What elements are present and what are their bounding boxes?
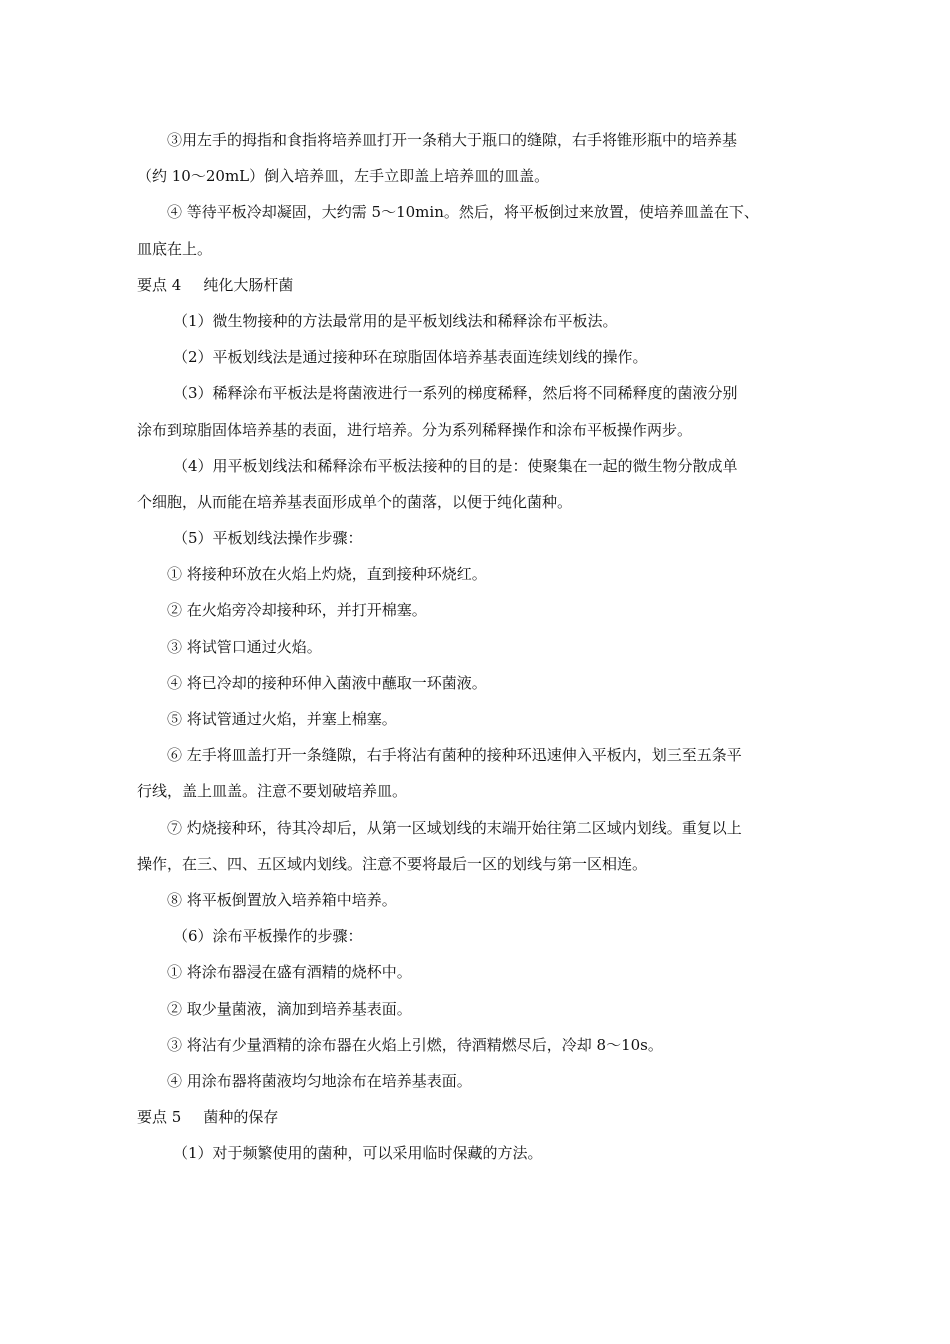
list-item: ④ 将已冷却的接种环伸入菌液中蘸取一环菌液。 <box>167 673 487 692</box>
paragraph-line: （2）平板划线法是通过接种环在琼脂固体培养基表面连续划线的操作。 <box>173 348 648 367</box>
paragraph-line: 行线，盖上皿盖。注意不要划破培养皿。 <box>137 782 408 801</box>
document-body <box>137 122 817 1171</box>
list-item: ⑥ 左手将皿盖打开一条缝隙，右手将沾有菌种的接种环迅速伸入平板内，划三至五条平 <box>167 746 742 765</box>
list-item: ① 将接种环放在火焰上灼烧，直到接种环烧红。 <box>167 565 487 584</box>
paragraph-line: 皿底在上。 <box>137 239 213 258</box>
paragraph-line: （约 10～20mL）倒入培养皿，左手立即盖上培养皿的皿盖。 <box>137 167 550 186</box>
list-item: ③ 将沾有少量酒精的涂布器在火焰上引燃，待酒精燃尽后，冷却 8～10s。 <box>167 1035 663 1054</box>
list-item: ⑧ 将平板倒置放入培养箱中培养。 <box>167 890 397 909</box>
paragraph-line: 涂布到琼脂固体培养基的表面，进行培养。分为系列稀释操作和涂布平板操作两步。 <box>137 420 693 439</box>
paragraph-line: ④ 等待平板冷却凝固，大约需 5～10min。然后，将平板倒过来放置，使培养皿盖在下、 <box>167 203 759 222</box>
list-item: ① 将涂布器浸在盛有酒精的烧杯中。 <box>167 963 412 982</box>
paragraph-line: ③用左手的拇指和食指将培养皿打开一条稍大于瓶口的缝隙，右手将锥形瓶中的培养基 <box>167 131 738 149</box>
paragraph-line: （3）稀释涂布平板法是将菌液进行一系列的梯度稀释，然后将不同稀释度的菌液分别 <box>173 384 738 403</box>
list-item: ② 取少量菌液，滴加到培养基表面。 <box>167 999 412 1018</box>
list-item: ② 在火焰旁冷却接种环，并打开棉塞。 <box>167 601 427 620</box>
section-title: 纯化大肠杆菌 <box>203 275 294 294</box>
section-number: 要点 4 <box>137 275 182 294</box>
paragraph-line: （6）涂布平板操作的步骤： <box>173 927 363 946</box>
section-title: 菌种的保存 <box>203 1108 279 1127</box>
paragraph-line: （4）用平板划线法和稀释涂布平板法接种的目的是：使聚集在一起的微生物分散成单 <box>173 456 738 475</box>
paragraph-line: （1）微生物接种的方法最常用的是平板划线法和稀释涂布平板法。 <box>173 311 618 330</box>
paragraph-line: （5）平板划线法操作步骤： <box>173 529 363 548</box>
list-item: ③ 将试管口通过火焰。 <box>167 637 322 656</box>
paragraph-line: （1）对于频繁使用的菌种，可以采用临时保藏的方法。 <box>173 1144 543 1163</box>
section-heading <box>137 267 817 303</box>
section-number: 要点 5 <box>137 1108 182 1127</box>
paragraph-line: 操作，在三、四、五区域内划线。注意不要将最后一区的划线与第一区相连。 <box>137 854 648 873</box>
section-heading <box>137 1099 817 1135</box>
paragraph-line: 个细胞，从而能在培养基表面形成单个的菌落，以便于纯化菌种。 <box>137 492 573 511</box>
list-item: ④ 用涂布器将菌液均匀地涂布在培养基表面。 <box>167 1071 472 1090</box>
list-item: ⑤ 将试管通过火焰，并塞上棉塞。 <box>167 710 397 728</box>
list-item: ⑦ 灼烧接种环，待其冷却后，从第一区域划线的末端开始往第二区域内划线。重复以上 <box>167 818 742 837</box>
